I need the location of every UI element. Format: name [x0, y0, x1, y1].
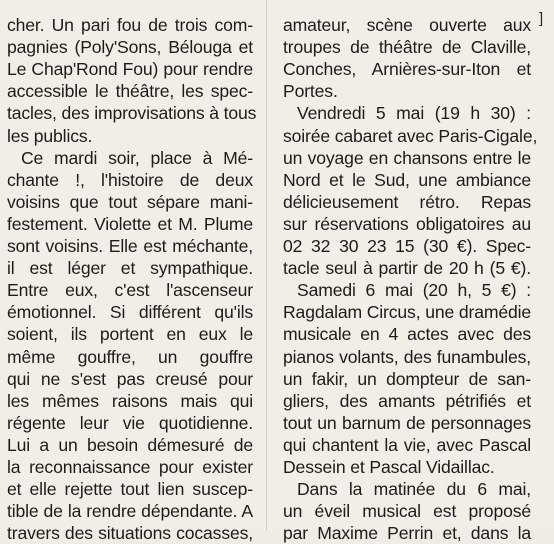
article-line: Ce mardi soir, place à Mé-	[21, 147, 253, 168]
article-line: gliers, des amants pétrifiés et	[283, 390, 531, 411]
article-line: et elle rejette tout lien suscep-	[7, 479, 253, 500]
article-line: il est léger et sympathique.	[7, 258, 253, 279]
article-line: les mêmes raisons mais qui	[7, 390, 253, 411]
article-line: un fakir, un dompteur de san-	[283, 368, 531, 389]
article-line: Le Chap'Rond Fou) pour rendre	[7, 59, 253, 80]
article-line: tacles, des improvisations à tous	[7, 103, 257, 124]
article-line	[283, 0, 531, 14]
article-line: Dessein et Pascal Vidaillac.	[283, 456, 495, 477]
article-line: régente leur vie quotidienne.	[7, 412, 253, 433]
article-line: 02 32 30 23 15 (30 €). Spec-	[283, 236, 531, 257]
article-line: Entre eux, c'est l'ascenseur	[7, 280, 253, 301]
article-line: voisins que tout sépare mani-	[7, 191, 253, 212]
article-line: accessible le théâtre, les spec-	[7, 81, 253, 102]
article-line: un éveil musical est proposé	[283, 501, 531, 522]
article-line: soient, ils portent en eux le	[7, 324, 253, 345]
article-line: Ragdalam Circus, une dramédie	[283, 302, 531, 323]
article-column-left	[7, 0, 257, 544]
article-line: pagnies (Poly'Sons, Bélouga et	[7, 37, 253, 58]
article-column-right	[283, 0, 538, 544]
article-line: amateur, scène ouverte aux	[283, 15, 531, 36]
cropped-edge-fragment: ]	[539, 10, 544, 27]
article-line: tacle seul à partir de 20 h (5 €).	[283, 258, 531, 279]
article-line: tible de la rendre dépendante. A	[7, 501, 253, 522]
article-line: soirée cabaret avec Paris-Cigale,	[283, 125, 538, 146]
article-line: même gouffre, un gouffre	[7, 346, 253, 367]
article-line: Dans la matinée du 6 mai,	[297, 479, 531, 500]
article-line: les publics.	[7, 125, 93, 146]
article-line	[7, 0, 253, 14]
article-line: qui ne s'est pas creusé pour	[7, 368, 253, 389]
article-line: Lui a un besoin démesuré de	[7, 434, 253, 455]
article-line: Portes.	[283, 81, 338, 102]
article-line: émotionnel. Si différent qu'ils	[7, 302, 253, 323]
article-line: par Maxime Perrin et, dans la	[283, 523, 531, 544]
article-line: Samedi 6 mai (20 h, 5 €) :	[297, 280, 531, 301]
article-line: sur réservations obligatoires au	[283, 213, 531, 234]
article-line: pianos volants, des funambules,	[283, 346, 531, 367]
article-line: délicieusement rétro. Repas	[283, 191, 531, 212]
article-line: Vendredi 5 mai (19 h 30) :	[297, 103, 531, 124]
article-line: cher. Un pari fou de trois com-	[7, 15, 253, 36]
article-line: festement. Violette et M. Plume	[7, 213, 253, 234]
article-line: travers des situations cocasses,	[7, 523, 253, 544]
article-line: un voyage en chansons entre le	[283, 147, 531, 168]
article-line: la reconnaissance pour exister	[7, 456, 253, 477]
article-line: Conches, Arnières-sur-Iton et	[283, 59, 531, 80]
article-line: tout un barnum de personnages	[283, 412, 531, 433]
article-line: sont voisins. Elle est méchante,	[7, 236, 253, 257]
article-line: Nord et le Sud, une ambiance	[283, 169, 531, 190]
column-gutter	[266, 0, 267, 530]
article-line: musicale en 4 actes avec des	[283, 324, 531, 345]
article-line: troupes de théâtre de Claville,	[283, 37, 531, 58]
article-line: qui chantent la vie, avec Pascal	[283, 434, 531, 455]
article-line: chante !, l'histoire de deux	[7, 169, 253, 190]
